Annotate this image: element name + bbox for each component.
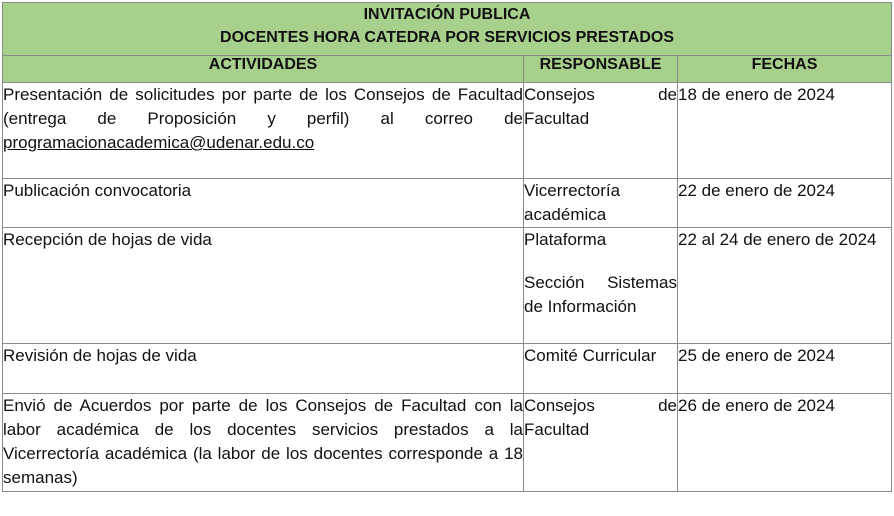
activity-cell [3,83,524,179]
table-row [3,179,892,228]
header-dates: FECHAS [678,56,892,83]
activity-cell: Revisión de hojas de vida [3,344,524,394]
title-line-1: INVITACIÓN PUBLICA [363,6,531,23]
activity-cell: Recepción de hojas de vida [3,228,524,344]
date-cell: 25 de enero de 2024 [678,344,892,394]
responsible-cell: Vicerrectoría académica [524,179,678,228]
title-row [3,3,892,56]
responsible-cell: Consejos de Facultad [524,83,678,179]
table-row [3,83,892,179]
header-activities: ACTIVIDADES [3,56,524,83]
responsible-text: Plataforma [524,230,607,249]
date-cell: 22 de enero de 2024 [678,179,892,228]
title-line-2: DOCENTES HORA CATEDRA POR SERVICIOS PRESTADOS [220,29,674,46]
responsible-cell [524,228,678,344]
table-row [3,394,892,492]
header-responsible: RESPONSABLE [524,56,678,83]
date-cell: 26 de enero de 2024 [678,394,892,492]
table-row [3,228,892,344]
activity-cell: Publicación convocatoria [3,179,524,228]
responsible-extra-text: Sección Sistemas de Información [524,273,677,316]
schedule-table [2,2,892,492]
responsible-cell: Comité Curricular [524,344,678,394]
date-cell: 18 de enero de 2024 [678,83,892,179]
spacer [524,252,677,271]
date-cell: 22 al 24 de enero de 2024 [678,228,892,344]
table-title [3,3,892,56]
header-row [3,56,892,83]
table-row [3,344,892,394]
activity-text: Presentación de solicitudes por parte de los Consejos de Facultad (entrega de Proposición y perfil) al correo de [3,85,523,128]
responsible-cell: Consejos de Facultad [524,394,678,492]
activity-cell: Envió de Acuerdos por parte de los Consejos de Facultad con la labor académica de los docentes servicios prestados a la Vicerrectoría académica (la labor de los docentes corresponde a 18 semanas) [3,394,524,492]
email-link[interactable]: programacionacademica@udenar.edu.co [3,133,315,152]
